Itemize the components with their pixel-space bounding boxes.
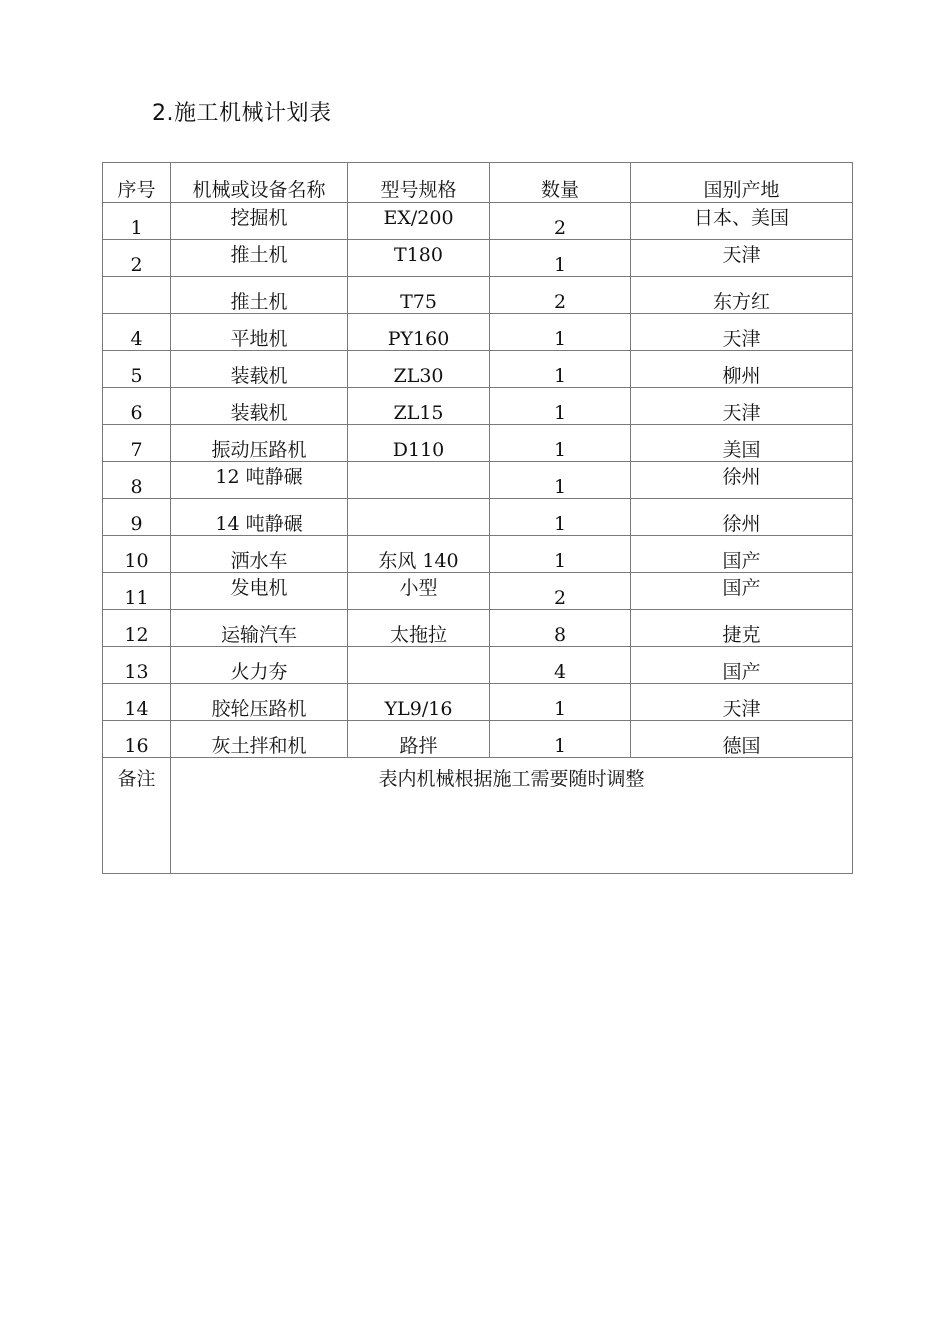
cell-origin <box>631 462 853 499</box>
header-no: 序号 <box>103 163 171 203</box>
cell-model <box>348 610 490 647</box>
cell-no <box>103 721 171 758</box>
cell-name <box>171 240 348 277</box>
cell-name <box>171 314 348 351</box>
table-row <box>103 277 853 314</box>
table-row <box>103 314 853 351</box>
cell-model <box>348 240 490 277</box>
cell-origin-text: 徐州 <box>722 513 761 535</box>
cell-name-text: 发电机 <box>230 577 288 599</box>
cell-no <box>103 499 171 536</box>
cell-qty <box>490 684 631 721</box>
cell-origin-text: 柳州 <box>722 365 761 387</box>
remarks-label: 备注 <box>103 758 171 874</box>
header-origin: 国别产地 <box>631 163 853 203</box>
cell-qty <box>490 573 631 610</box>
cell-model <box>348 573 490 610</box>
cell-no <box>103 277 171 314</box>
cell-qty <box>490 647 631 684</box>
cell-no-text: 16 <box>124 735 149 757</box>
cell-model <box>348 647 490 684</box>
table-row <box>103 499 853 536</box>
cell-origin <box>631 203 853 240</box>
cell-model <box>348 351 490 388</box>
cell-qty <box>490 277 631 314</box>
cell-qty-text: 1 <box>553 328 567 350</box>
cell-no-text: 12 <box>124 624 149 646</box>
cell-qty <box>490 536 631 573</box>
cell-no <box>103 314 171 351</box>
cell-qty <box>490 314 631 351</box>
cell-name <box>171 536 348 573</box>
cell-qty-text: 1 <box>553 402 567 424</box>
cell-origin-text: 国产 <box>722 550 761 572</box>
cell-no-text: 9 <box>130 513 143 535</box>
cell-name <box>171 351 348 388</box>
cell-qty <box>490 425 631 462</box>
cell-origin-text: 东方红 <box>712 291 770 313</box>
cell-origin <box>631 573 853 610</box>
cell-qty-text: 1 <box>553 365 567 387</box>
cell-model-text: 东风 140 <box>378 550 459 572</box>
cell-origin-text: 天津 <box>722 328 761 350</box>
cell-origin <box>631 351 853 388</box>
cell-model <box>348 536 490 573</box>
table-row <box>103 425 853 462</box>
table-row <box>103 351 853 388</box>
cell-model-text: 小型 <box>399 577 438 599</box>
cell-qty-text: 2 <box>553 291 567 313</box>
cell-qty-text: 1 <box>553 254 567 276</box>
cell-name-text: 推土机 <box>230 244 288 266</box>
cell-name-text: 运输汽车 <box>220 624 297 646</box>
cell-model <box>348 388 490 425</box>
cell-origin-text: 美国 <box>722 439 761 461</box>
cell-no-text: 13 <box>124 661 149 683</box>
cell-name <box>171 499 348 536</box>
cell-model-text: D110 <box>392 439 445 461</box>
cell-origin <box>631 314 853 351</box>
cell-model <box>348 684 490 721</box>
cell-model-text: YL9/16 <box>384 698 453 720</box>
cell-model-text: T180 <box>394 244 443 266</box>
cell-origin-text: 天津 <box>722 402 761 424</box>
cell-origin-text: 捷克 <box>722 624 761 646</box>
cell-origin <box>631 721 853 758</box>
cell-model <box>348 277 490 314</box>
remarks-text: 表内机械根据施工需要随时调整 <box>171 758 853 874</box>
cell-qty <box>490 721 631 758</box>
cell-qty <box>490 499 631 536</box>
cell-name <box>171 388 348 425</box>
page-title: 2.施工机械计划表 <box>152 101 332 126</box>
cell-origin <box>631 610 853 647</box>
cell-name <box>171 462 348 499</box>
cell-origin <box>631 425 853 462</box>
cell-qty <box>490 462 631 499</box>
cell-origin <box>631 536 853 573</box>
cell-origin-text: 徐州 <box>722 466 761 488</box>
cell-qty-text: 8 <box>553 624 567 646</box>
cell-no <box>103 462 171 499</box>
cell-no-text: 6 <box>130 402 143 424</box>
cell-origin-text: 天津 <box>722 244 761 266</box>
cell-origin <box>631 240 853 277</box>
cell-no-text: 5 <box>130 365 143 387</box>
table-row <box>103 610 853 647</box>
cell-no-text: 8 <box>130 476 143 498</box>
cell-model-text: ZL30 <box>393 365 444 387</box>
cell-qty <box>490 203 631 240</box>
header-qty: 数量 <box>490 163 631 203</box>
cell-no-text: 14 <box>124 698 149 720</box>
cell-origin <box>631 684 853 721</box>
cell-name <box>171 573 348 610</box>
cell-model <box>348 499 490 536</box>
cell-model-text: ZL15 <box>393 402 444 424</box>
cell-no <box>103 573 171 610</box>
cell-model-text: T75 <box>400 291 437 313</box>
cell-no <box>103 536 171 573</box>
cell-name-text: 洒水车 <box>230 550 288 572</box>
cell-name-text: 挖掘机 <box>230 207 288 229</box>
cell-origin-text: 天津 <box>722 698 761 720</box>
cell-qty-text: 4 <box>553 661 567 683</box>
cell-no-text: 10 <box>124 550 149 572</box>
cell-model <box>348 425 490 462</box>
cell-qty-text: 1 <box>553 698 567 720</box>
cell-no <box>103 425 171 462</box>
cell-name-text: 装载机 <box>230 402 288 424</box>
cell-model <box>348 721 490 758</box>
cell-no-text: 11 <box>124 587 149 609</box>
cell-name <box>171 684 348 721</box>
cell-model-text: 太拖拉 <box>389 624 447 646</box>
cell-model <box>348 203 490 240</box>
table-row <box>103 240 853 277</box>
cell-name <box>171 721 348 758</box>
cell-qty <box>490 388 631 425</box>
cell-name-text: 振动压路机 <box>211 439 307 461</box>
cell-name <box>171 277 348 314</box>
cell-no-text: 4 <box>130 328 143 350</box>
cell-model <box>348 462 490 499</box>
table-row <box>103 462 853 499</box>
table-row <box>103 684 853 721</box>
cell-qty-text: 2 <box>553 587 567 609</box>
table-row <box>103 573 853 610</box>
table-row <box>103 647 853 684</box>
cell-qty-text: 1 <box>553 476 567 498</box>
cell-name-text: 装载机 <box>230 365 288 387</box>
table-row <box>103 536 853 573</box>
cell-name-text: 12 吨静碾 <box>215 466 303 488</box>
cell-qty-text: 1 <box>553 513 567 535</box>
cell-qty <box>490 240 631 277</box>
cell-model-text: EX/200 <box>383 207 454 229</box>
cell-qty-text: 1 <box>553 735 567 757</box>
cell-no-text: 1 <box>130 217 143 239</box>
remarks-row <box>103 758 853 874</box>
table-row <box>103 203 853 240</box>
cell-no <box>103 684 171 721</box>
table-header-row <box>103 163 853 203</box>
cell-name-text: 14 吨静碾 <box>215 513 303 535</box>
cell-origin-text: 德国 <box>722 735 761 757</box>
cell-name <box>171 203 348 240</box>
cell-no <box>103 351 171 388</box>
cell-no <box>103 388 171 425</box>
cell-origin <box>631 499 853 536</box>
cell-no-text: 2 <box>130 254 143 276</box>
cell-name <box>171 647 348 684</box>
cell-model <box>348 314 490 351</box>
cell-no <box>103 240 171 277</box>
header-model: 型号规格 <box>348 163 490 203</box>
header-name: 机械或设备名称 <box>171 163 348 203</box>
cell-name-text: 灰土拌和机 <box>211 735 307 757</box>
cell-origin-text: 国产 <box>722 577 761 599</box>
cell-origin <box>631 647 853 684</box>
cell-no-text: 7 <box>130 439 143 461</box>
table-row <box>103 388 853 425</box>
cell-name <box>171 610 348 647</box>
cell-origin-text: 国产 <box>722 661 761 683</box>
cell-no <box>103 647 171 684</box>
cell-qty-text: 2 <box>553 217 567 239</box>
cell-model-text: PY160 <box>387 328 450 350</box>
cell-name <box>171 425 348 462</box>
cell-qty-text: 1 <box>553 550 567 572</box>
cell-qty-text: 1 <box>553 439 567 461</box>
cell-origin-text: 日本、美国 <box>693 207 789 229</box>
cell-name-text: 推土机 <box>230 291 288 313</box>
cell-name-text: 平地机 <box>230 328 288 350</box>
cell-no <box>103 203 171 240</box>
cell-model-text: 路拌 <box>399 735 438 757</box>
table-row <box>103 721 853 758</box>
cell-origin <box>631 388 853 425</box>
cell-origin <box>631 277 853 314</box>
machinery-plan-table <box>102 162 853 874</box>
cell-no <box>103 610 171 647</box>
cell-qty <box>490 351 631 388</box>
cell-qty <box>490 610 631 647</box>
cell-name-text: 火力夯 <box>230 661 288 683</box>
cell-name-text: 胶轮压路机 <box>211 698 307 720</box>
